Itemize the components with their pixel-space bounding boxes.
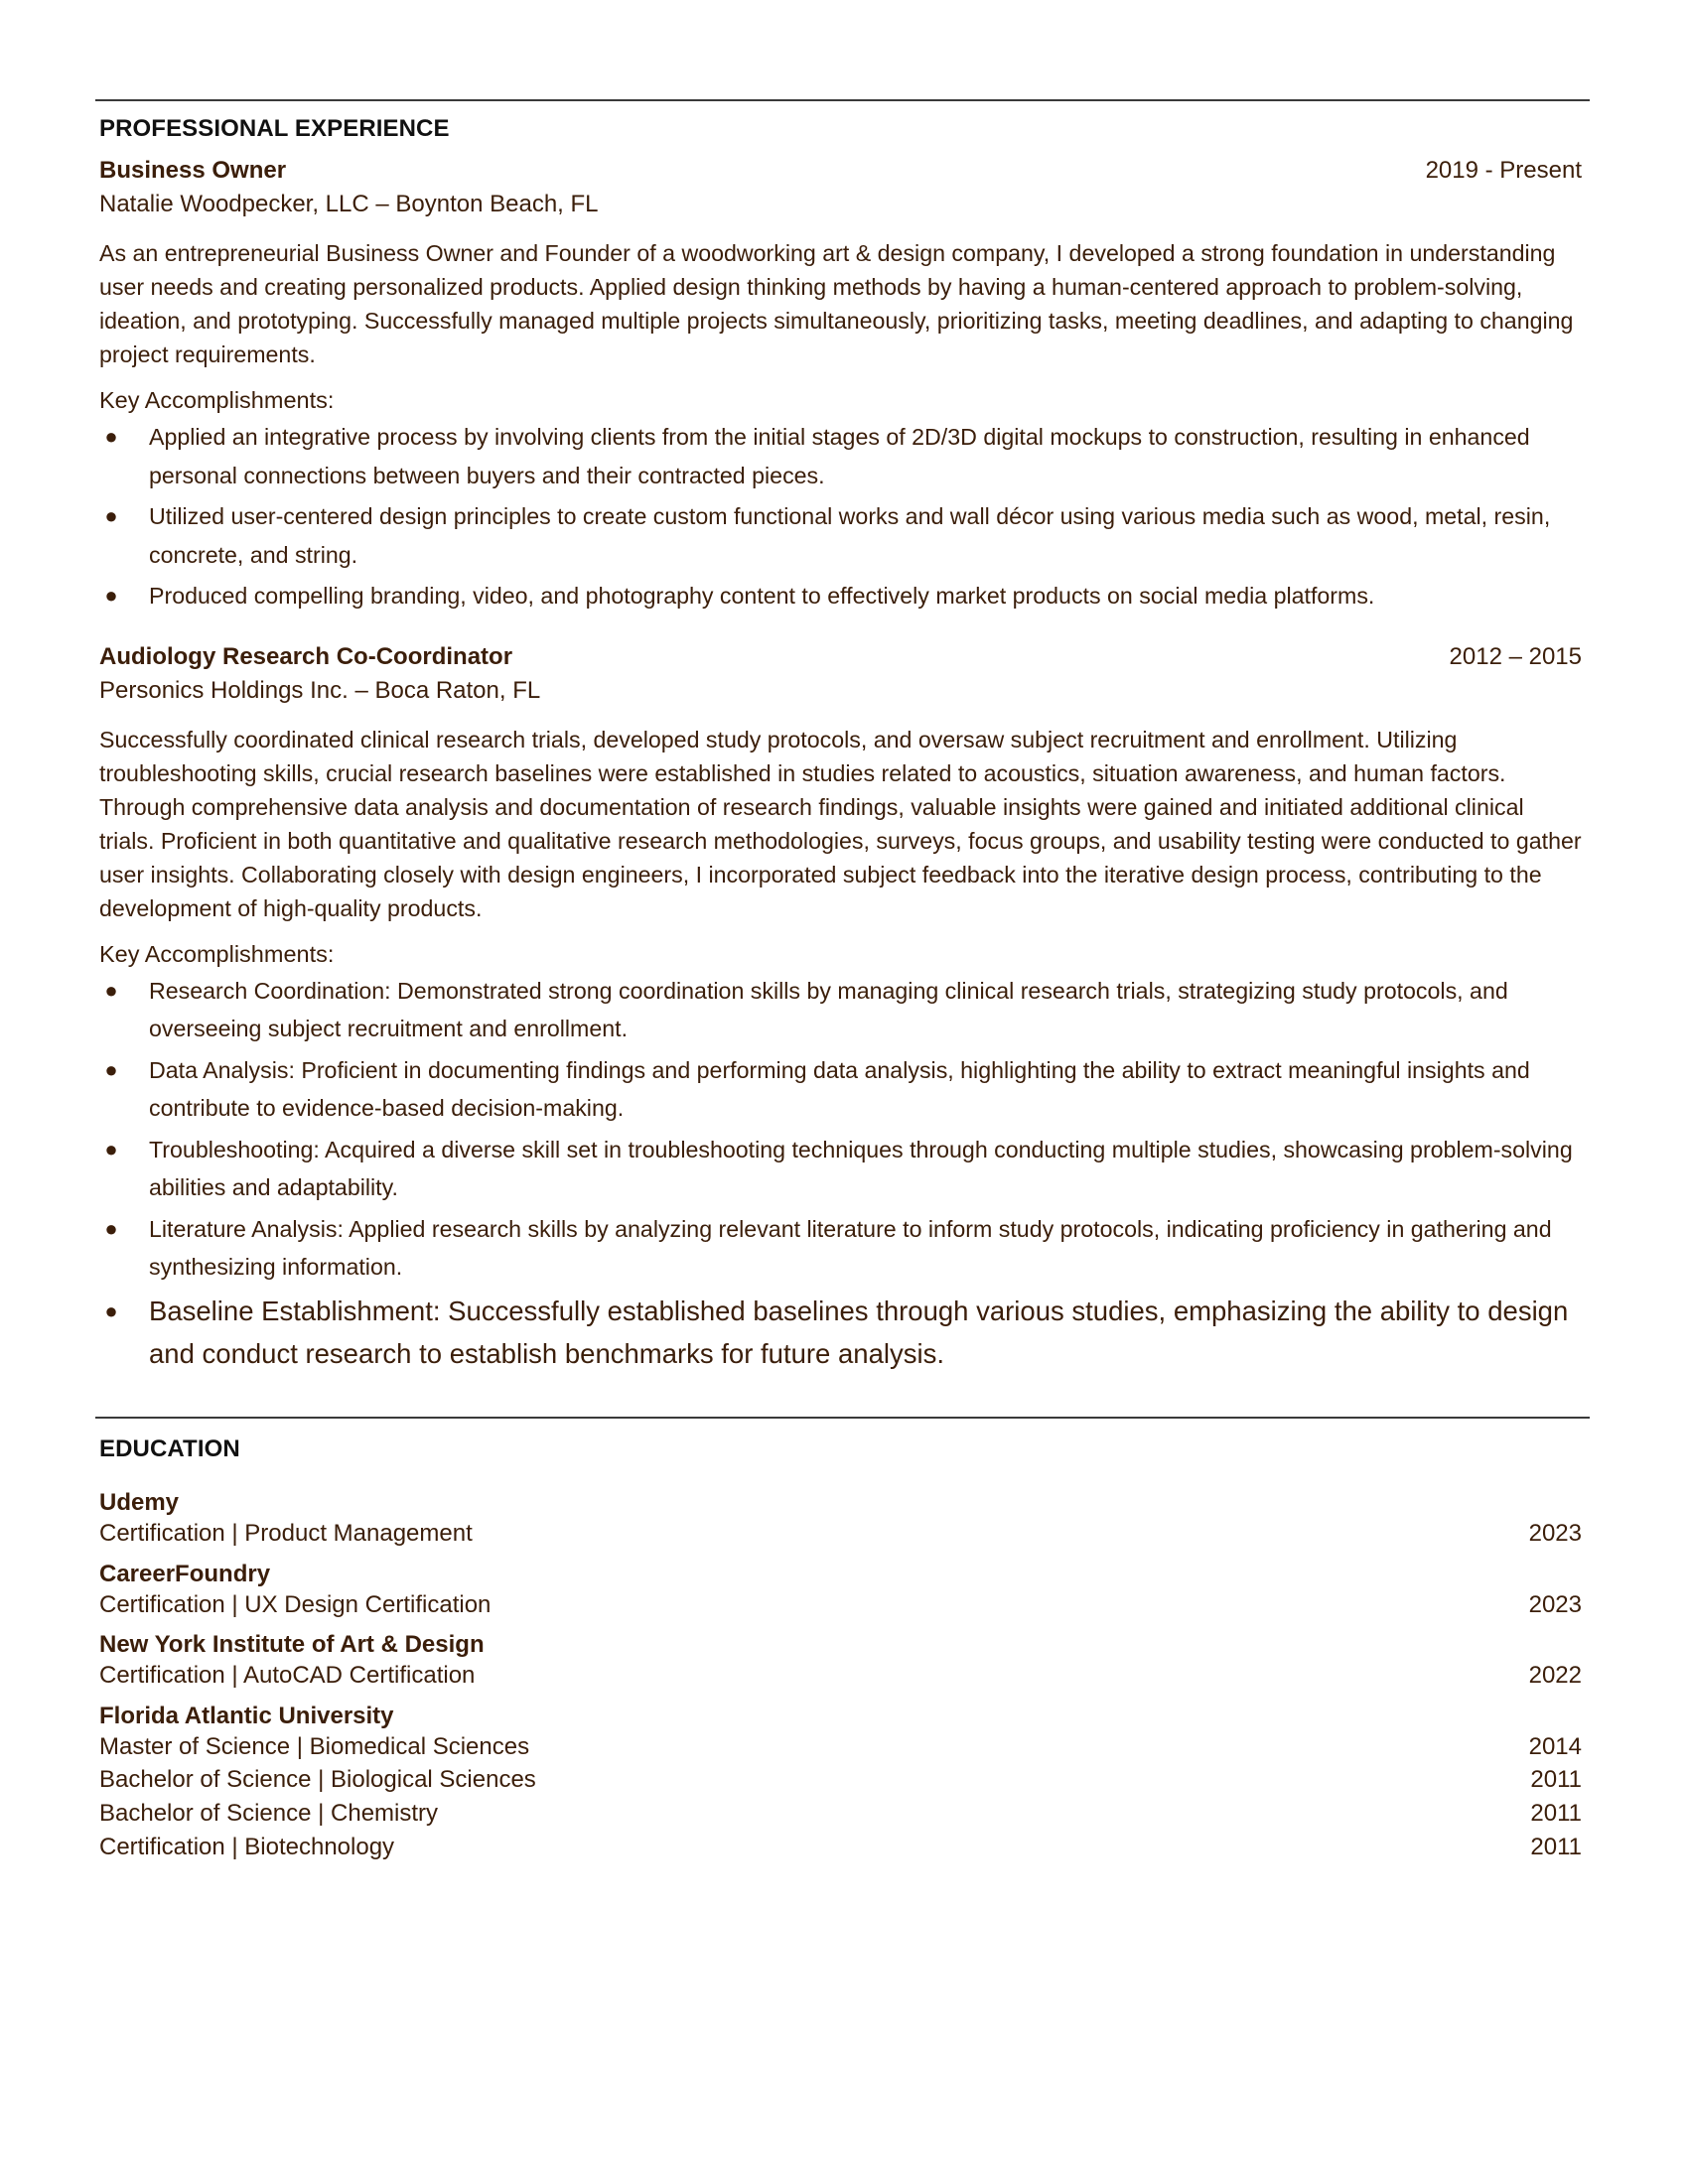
year: 2011 — [1530, 1799, 1582, 1827]
bullet-icon: ● — [104, 1297, 118, 1323]
accomplishment-text: Utilized user-centered design principles to create custom functional works and wall décor using various media such as wood, metal, resin, concrete, and string. — [149, 503, 1551, 568]
job-date: 2012 – 2015 — [1449, 642, 1582, 670]
list-item — [95, 972, 1582, 1048]
education-entry — [95, 1631, 1590, 1693]
list-item — [95, 1290, 1582, 1375]
job-title: Audiology Research Co-Coordinator — [99, 642, 513, 670]
job-company: Natalie Woodpecker, LLC – Boynton Beach, FL — [99, 191, 599, 217]
bullet-icon: ● — [104, 583, 118, 608]
list-item — [95, 577, 1582, 615]
bullet-icon: ● — [104, 503, 118, 528]
section-heading-experience: PROFESSIONAL EXPERIENCE — [99, 115, 450, 142]
education-row — [99, 1730, 1582, 1764]
degree: Bachelor of Science | Biological Sciences — [99, 1766, 536, 1794]
accomplishment-text: Troubleshooting: Acquired a diverse skill set in troubleshooting techniques through conducting multiple studies, showcasing problem-solving abilities and adaptability. — [149, 1136, 1573, 1200]
bullet-icon: ● — [104, 977, 118, 1003]
list-item — [95, 1131, 1582, 1207]
accomplishment-text: Research Coordination: Demonstrated strong coordination skills by managing clinical research trials, strategizing study protocols, and overseeing subject recruitment and enrollment. — [149, 977, 1508, 1041]
school-name: Udemy — [99, 1489, 180, 1516]
education-row — [99, 1797, 1582, 1831]
job-header — [99, 643, 1582, 671]
education-entry — [95, 1703, 1590, 1863]
section-divider — [95, 1417, 1590, 1419]
education-row — [99, 1763, 1582, 1797]
job-header — [99, 157, 1582, 185]
degree: Certification | UX Design Certification — [99, 1590, 492, 1618]
education-row — [99, 1517, 1582, 1551]
degree: Certification | AutoCAD Certification — [99, 1662, 476, 1690]
job-date: 2019 - Present — [1425, 157, 1582, 184]
list-item — [95, 1210, 1582, 1287]
accomplishments-label: Key Accomplishments: — [99, 940, 335, 967]
degree: Certification | Product Management — [99, 1520, 473, 1547]
school-name: CareerFoundry — [99, 1560, 271, 1587]
accomplishments-label: Key Accomplishments: — [99, 387, 335, 413]
bullet-icon: ● — [104, 1136, 118, 1161]
job-title: Business Owner — [99, 157, 287, 184]
degree: Certification | Biotechnology — [99, 1833, 395, 1860]
accomplishment-text: Applied an integrative process by involving clients from the initial stages of 2D/3D digital mockups to construction, resulting in enhanced personal connections between buyers and their contracted pieces. — [149, 424, 1530, 488]
degree: Master of Science | Biomedical Sciences — [99, 1732, 530, 1760]
job-description: As an entrepreneurial Business Owner and Founder of a woodworking art & design company, I developed a strong foundation in understanding user needs and creating personalized products. Applied design thinking methods by having a human-centered approach to problem-solving, ideation, and prototyping. Successfully managed multiple projects simultaneously, prioritizing tasks, meeting deadlines, and adapting to changing project requirements. — [99, 240, 1574, 367]
year: 2011 — [1530, 1833, 1582, 1860]
experience-section — [95, 115, 1590, 1378]
education-section — [95, 1435, 1590, 1863]
job-company: Personics Holdings Inc. – Boca Raton, FL — [99, 676, 541, 704]
year: 2022 — [1528, 1662, 1582, 1690]
accomplishment-text: Produced compelling branding, video, and photography content to effectively market products on social media platforms. — [149, 583, 1375, 609]
year: 2011 — [1530, 1766, 1582, 1794]
list-item — [95, 418, 1582, 494]
education-entry — [95, 1561, 1590, 1622]
bullet-icon: ● — [104, 1056, 118, 1082]
year: 2023 — [1528, 1590, 1582, 1618]
accomplishment-text: Baseline Establishment: Successfully established baselines through various studies, emphasizing the ability to design and conduct research to establish benchmarks for future analysis. — [149, 1295, 1569, 1369]
bullet-icon: ● — [104, 1215, 118, 1241]
school-name: Florida Atlantic University — [99, 1702, 394, 1729]
degree: Bachelor of Science | Chemistry — [99, 1799, 439, 1827]
year: 2023 — [1528, 1520, 1582, 1547]
job-entry — [95, 157, 1590, 615]
education-entry — [95, 1489, 1590, 1551]
section-heading-education: EDUCATION — [99, 1435, 240, 1462]
school-name: New York Institute of Art & Design — [99, 1631, 485, 1659]
job-description: Successfully coordinated clinical research trials, developed study protocols, and oversaw subject recruitment and enrollment. Utilizing troubleshooting skills, crucial research baselines were established in studies related to acoustics, situation awareness, and human factors. Through comprehensive data analysis and documentation of research findings, valuable insights were gained and initiated additional clinical trials. Proficient in both quantitative and qualitative research methodologies, surveys, focus groups, and usability testing were conducted to gather user insights. Collaborating closely with design engineers, I incorporated subject feedback into the iterative design process, contributing to the development of high-quality products. — [99, 726, 1582, 921]
accomplishments-list — [95, 418, 1590, 615]
accomplishment-text: Literature Analysis: Applied research skills by analyzing relevant literature to inform study protocols, indicating proficiency in gathering and synthesizing information. — [149, 1215, 1552, 1280]
list-item — [95, 1051, 1582, 1128]
education-row — [99, 1588, 1582, 1622]
accomplishment-text: Data Analysis: Proficient in documenting findings and performing data analysis, highlighting the ability to extract meaningful insights and contribute to evidence-based decision-making. — [149, 1056, 1530, 1121]
section-divider — [95, 99, 1590, 101]
job-entry — [95, 643, 1590, 1375]
education-row — [99, 1659, 1582, 1693]
list-item — [95, 497, 1582, 574]
accomplishments-list — [95, 972, 1590, 1375]
year: 2014 — [1528, 1732, 1582, 1760]
education-row — [99, 1831, 1582, 1864]
bullet-icon: ● — [104, 424, 118, 449]
